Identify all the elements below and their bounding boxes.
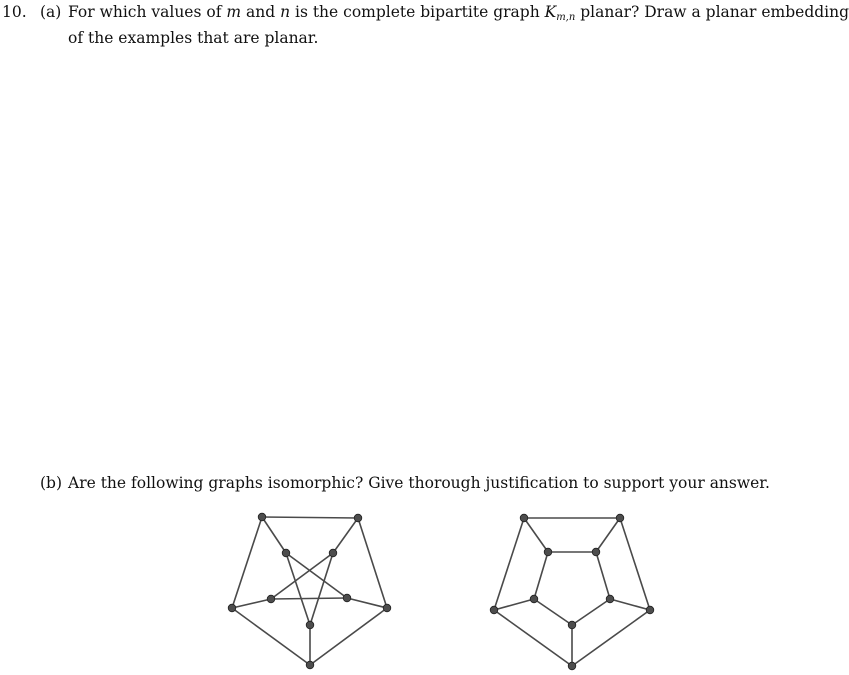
graph-right (490, 514, 654, 670)
graph-left-vertex (282, 549, 290, 557)
graph-right-edge (524, 518, 548, 552)
part-a-text-1: For which values of (68, 3, 227, 21)
graph-left-vertex (267, 595, 275, 603)
problem-number: 10. (2, 3, 27, 21)
graph-left-vertex (354, 514, 362, 522)
graph-right-edge (596, 552, 610, 599)
graph-right-edge (620, 518, 650, 610)
graph-right-vertex (568, 621, 576, 629)
graph-right-vertex (520, 514, 528, 522)
graph-left-vertex (306, 621, 314, 629)
graph-left-edge (286, 553, 310, 625)
graph-right-edge (596, 518, 620, 552)
graph-left-edge (310, 608, 387, 665)
graph-right-vertex (490, 606, 498, 614)
graph-left-edge (358, 518, 387, 608)
graph-right-edge (534, 599, 572, 625)
part-a-text-2: and (241, 3, 281, 21)
part-b-label: (b) (40, 474, 63, 492)
graph-right-edge (494, 610, 572, 666)
graph-left-edge (271, 553, 333, 599)
graph-left-vertex (343, 594, 351, 602)
variable-m: m (226, 3, 242, 21)
variable-K-subscript: m,n (556, 12, 576, 23)
part-a-text-line2: of the examples that are planar. (68, 29, 319, 47)
graph-left-edge (232, 517, 262, 608)
graph-right-vertex (544, 548, 552, 556)
part-a-text-3: is the complete bipartite graph (290, 3, 545, 21)
graph-left-vertex (228, 604, 236, 612)
graph-left-vertex (329, 549, 337, 557)
graph-right-vertex (606, 595, 614, 603)
graph-left-edge (262, 517, 358, 518)
graph-right-vertex (592, 548, 600, 556)
graph-left-edge (232, 608, 310, 665)
graph-right-edge (572, 599, 610, 625)
part-b-question: Are the following graphs isomorphic? Give thorough justification to support your answer. (68, 474, 770, 492)
graph-right-edge (494, 518, 524, 610)
graph-left (228, 513, 391, 669)
variable-n: n (280, 3, 291, 21)
graph-left-edge (286, 553, 347, 598)
graph-left-edge (262, 517, 286, 553)
graph-right-vertex (530, 595, 538, 603)
graph-right-vertex (616, 514, 624, 522)
graph-right-vertex (568, 662, 576, 670)
graph-left-edge (310, 553, 333, 625)
graph-right-edge (610, 599, 650, 610)
graph-left-edge (232, 599, 271, 608)
graph-right-edge (572, 610, 650, 666)
graph-left-vertex (258, 513, 266, 521)
graph-left-edge (271, 598, 347, 599)
variable-K: K (544, 3, 557, 21)
part-a-label: (a) (40, 3, 62, 21)
graph-right-edge (534, 552, 548, 599)
graph-left-vertex (383, 604, 391, 612)
part-a-text-4: planar? Draw a planar embedding (575, 3, 849, 21)
graph-right-vertex (646, 606, 654, 614)
graph-left-vertex (306, 661, 314, 669)
graph-left-edge (333, 518, 358, 553)
graph-right-edge (494, 599, 534, 610)
graph-left-edge (347, 598, 387, 608)
